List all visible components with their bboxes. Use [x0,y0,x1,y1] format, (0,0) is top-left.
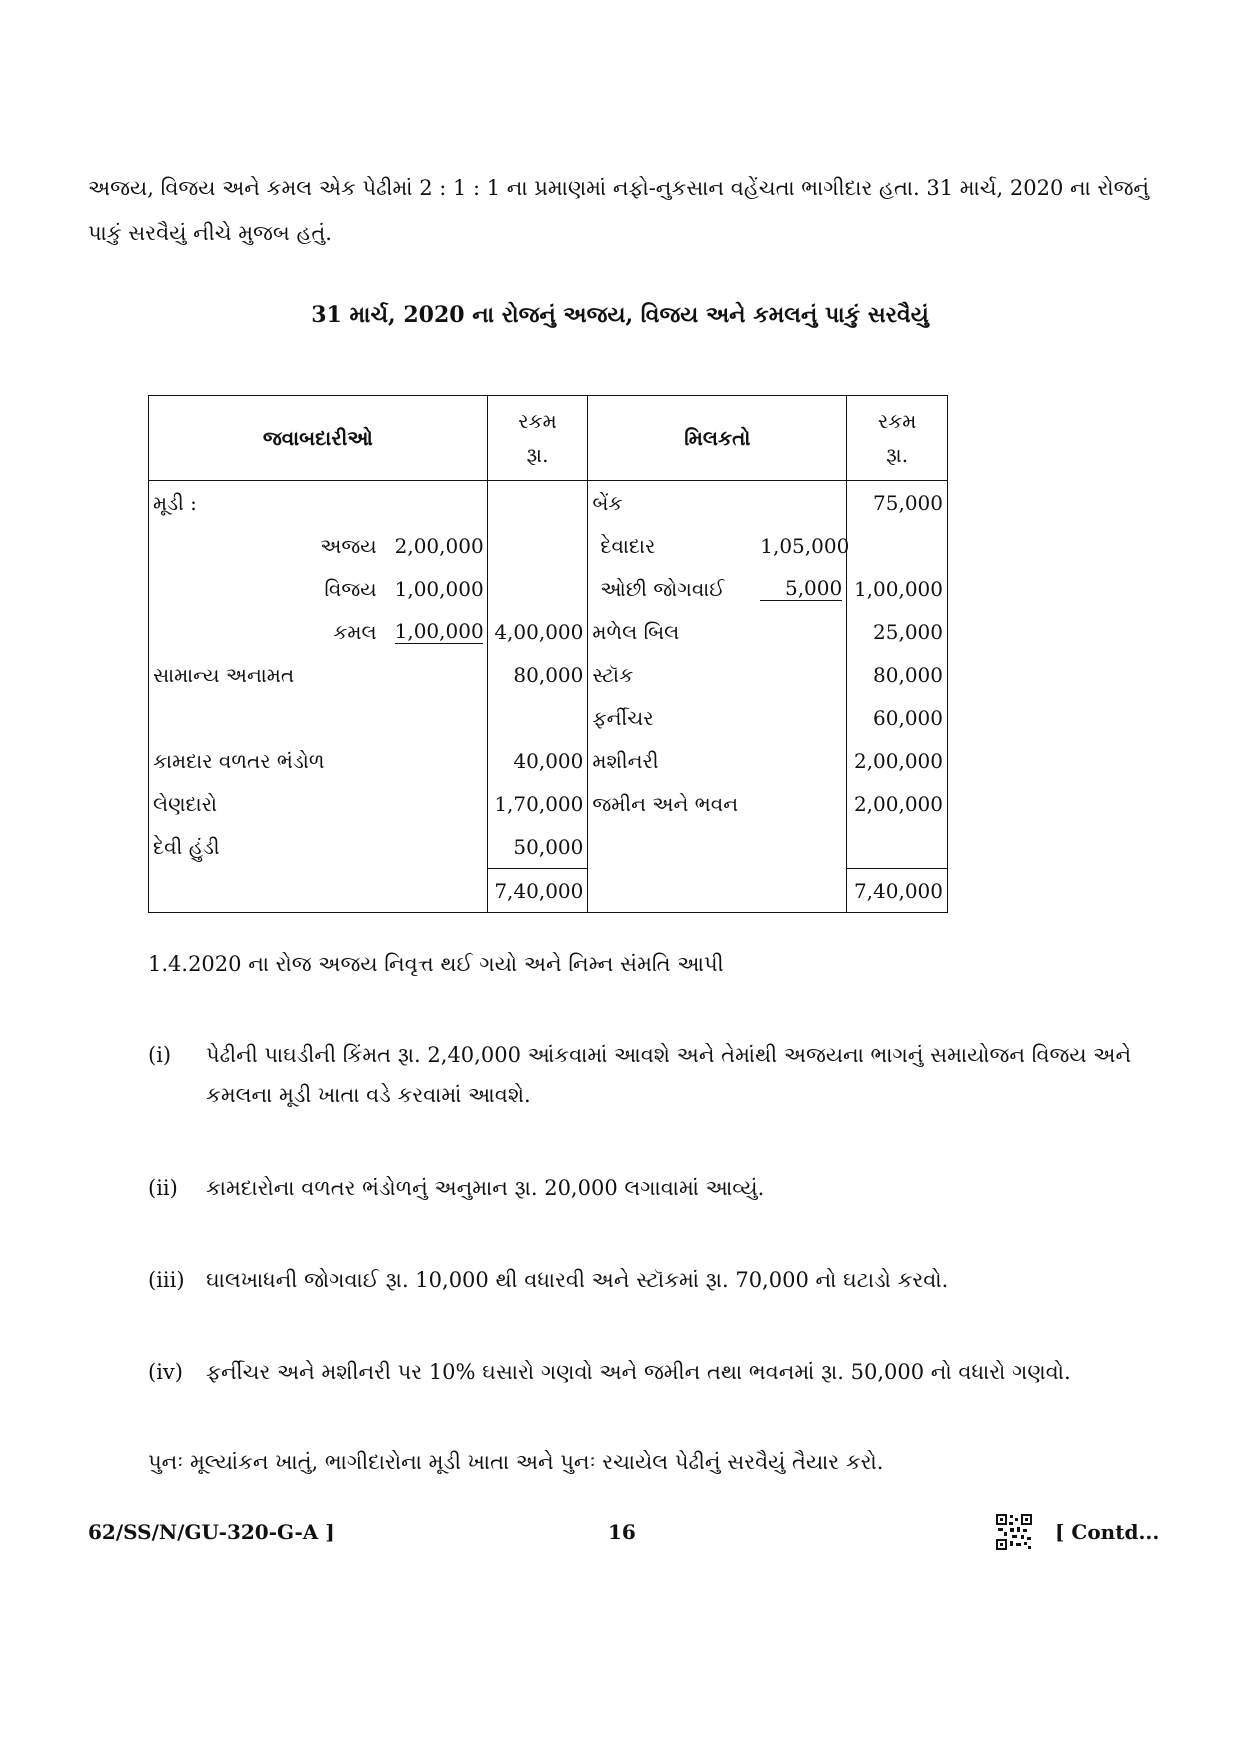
item-number: (i) [148,1043,172,1067]
total-row [149,869,948,913]
bills-payable-label: દેવી હુંડી [149,825,488,869]
amount-label: રકમ [877,409,917,433]
page-number: 16 [608,1520,636,1544]
machinery-amount: 2,00,000 [847,739,948,782]
item-number: (ii) [148,1176,178,1200]
creditors-label: લેણદારો [149,782,488,825]
vijay-label: વિજય [324,576,377,601]
rupee-label: રૂા. [526,443,549,467]
debtors-amount: 1,05,000 [760,533,850,558]
table-row [149,825,948,869]
table-row [149,524,948,567]
instruction-line: પુનઃ મૂલ્યાંકન ખાતું, ભાગીદારોના મૂડી ખાતા અને પુનઃ રચાયેલ પેઢીનું સરવૈયું તૈયાર કરો. [148,1450,884,1474]
qr-code-icon [995,1513,1033,1551]
table-row [149,696,948,739]
item-text: પેઢીની પાઘડીની કિંમત રૂા. 2,40,000 આંકવામાં આવશે અને તેમાંથી અજયના ભાગનું સમાયોજન વિજય અને કમલના મૂડી ખાતા વડે કરવામાં આવશે. [206,1043,1132,1107]
furniture-amount: 60,000 [847,696,948,739]
workmen-fund-label: કામદાર વળતર ભંડોળ [149,739,488,782]
paper-code: 62/SS/N/GU-320-G-A ] [88,1520,335,1544]
general-reserve-label: સામાન્ય અનામત [149,653,488,696]
provision-amount: 5,000 [760,576,842,601]
list-item [148,1035,1148,1115]
item-text: ઘાલખાધની જોગવાઈ રૂા. 10,000 થી વધારવી અને સ્ટૉકમાં રૂા. 70,000 નો ઘટાડો કરવો. [206,1268,949,1292]
land-building-amount: 2,00,000 [847,782,948,825]
assets-header: મિલકતો [588,396,847,481]
kamal-label: કમલ [333,619,377,644]
liabilities-header: જવાબદારીઓ [149,396,488,481]
list-item [148,1352,1148,1392]
workmen-fund-amount: 40,000 [487,739,588,782]
amount-label: રકમ [518,409,557,433]
liabilities-total: 7,40,000 [487,869,588,913]
table-row [149,567,948,610]
vijay-capital: 1,00,000 [394,576,484,601]
list-item [148,1260,1148,1300]
amount-header-assets [847,396,948,481]
amount-header-liab [487,396,588,481]
bills-receivable-label: મળેલ બિલ [592,619,680,644]
bills-payable-amount: 50,000 [487,825,588,869]
general-reserve-amount: 80,000 [487,653,588,696]
table-row [149,739,948,782]
bills-receivable-amount: 25,000 [847,610,948,653]
stock-amount: 80,000 [847,653,948,696]
balance-sheet-heading: 31 માર્ચ, 2020 ના રોજનું અજય, વિજય અને કમલનું પાકું સરવૈયું [311,302,929,328]
land-building-label: જમીન અને ભવન [592,791,739,816]
bank-amount: 75,000 [847,481,948,525]
capital-total: 4,00,000 [487,610,588,653]
debtors-net-amount: 1,00,000 [847,567,948,610]
table-row [149,782,948,825]
balance-sheet-table [148,395,948,913]
bank-label: બેંક [592,490,623,515]
furniture-label: ફર્નીચર [592,705,654,730]
list-item [148,1168,1148,1208]
table-row [149,610,948,653]
item-text: ફર્નીચર અને મશીનરી પર 10% ઘસારો ગણવો અને જમીન તથા ભવનમાં રૂા. 50,000 નો વધારો ગણવો. [206,1360,1071,1384]
rupee-label: રૂા. [886,443,909,467]
continued-label: [ Contd... [1055,1520,1160,1544]
assets-total: 7,40,000 [847,869,948,913]
debtors-label: દેવાદાર [600,533,656,558]
item-number: (iv) [148,1360,183,1384]
table-row [149,653,948,696]
intro-paragraph: અજય, વિજય અને કમલ એક પેઢીમાં 2 : 1 : 1 ના પ્રમાણમાં નફો-નુકસાન વહેંચતા ભાગીદાર હતા. 31 માર્ચ, 2020 ના રોજનું પાકું સરવૈયું નીચે મુજબ હતું. [88,176,1150,245]
retirement-line: 1.4.2020 ના રોજ અજય નિવૃત્ત થઈ ગયો અને નિમ્ન સંમતિ આપી [148,952,724,976]
ajay-label: અજય [320,533,377,558]
stock-label: સ્ટૉક [592,662,634,687]
item-text: કામદારોના વળતર ભંડોળનું અનુમાન રૂા. 20,000 લગાવામાં આવ્યું. [206,1176,765,1200]
provision-label: ઓછી જોગવાઈ [600,576,725,601]
item-number: (iii) [148,1268,185,1292]
table-row [149,481,948,525]
creditors-amount: 1,70,000 [487,782,588,825]
machinery-label: મશીનરી [592,748,659,773]
ajay-capital: 2,00,000 [394,533,484,558]
capital-label: મૂડી : [149,481,488,525]
kamal-capital: 1,00,000 [394,619,484,643]
